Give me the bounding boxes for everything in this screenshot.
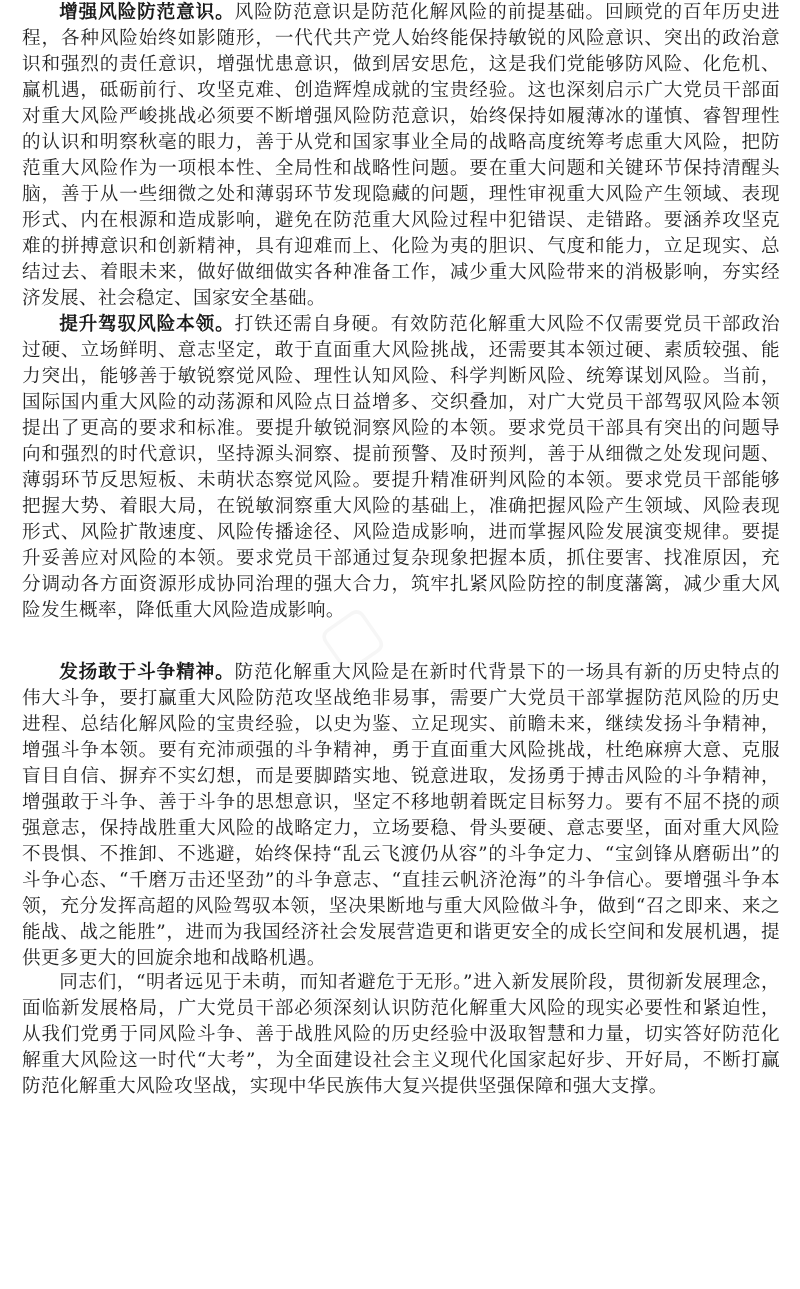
- paragraph-heading: 发扬敢于斗争精神。: [59, 662, 235, 683]
- paragraph-struggle-spirit: [22, 660, 780, 972]
- paragraph-risk-capability: [22, 312, 780, 624]
- paragraph-text: 风险防范意识是防范化解风险的前提基础。回顾党的百年历史进程，各种风险始终如影随形，一代代共产党人始终能保持敏锐的风险意识、突出的政治意识和强烈的责任意识，增强忧患意识，做到居安思危，这是我们党能够防风险、化危机、赢机遇，砥砺前行、攻坚克难、创造辉煌成就的宝贵经验。这也深刻启示广大党员干部面对重大风险严峻挑战必须要不断增强风险防范意识，始终保持如履薄冰的谨慎、睿智理性的认识和明察秋毫的眼力，善于从党和国家事业全局的战略高度统筹考虑重大风险，把防范重大风险作为一项根本性、全局性和战略性问题。要在重大问题和关键环节保持清醒头脑，善于从一些细微之处和薄弱环节发现隐藏的问题，理性审视重大风险产生领域、表现形式、内在根源和造成影响，避免在防范重大风险过程中犯错误、走错路。要涵养攻坚克难的拼搏意识和创新精神，具有迎难而上、化险为夷的胆识、气度和能力，立足现实、总结过去、着眼未来，做好做细做实各种准备工作，减少重大风险带来的消极影响，夯实经济发展、社会稳定、国家安全基础。: [22, 2, 780, 309]
- paragraph-text: 防范化解重大风险是在新时代背景下的一场具有新的历史特点的伟大斗争，要打赢重大风险防范攻坚战绝非易事，需要广大党员干部掌握防范风险的历史进程、总结化解风险的宝贵经验，以史为鉴、立足现实、前瞻未来，继续发扬斗争精神，增强斗争本领。要有充沛顽强的斗争精神，勇于直面重大风险挑战，杜绝麻痹大意、克服盲目自信、摒弃不实幻想，而是要脚踏实地、锐意进取，发扬勇于搏击风险的斗争精神，增强敢于斗争、善于斗争的思想意识，坚定不移地朝着既定目标努力。要有不屈不挠的顽强意志，保持战胜重大风险的战略定力，立场要稳、骨头要硬、意志要坚，面对重大风险不畏惧、不推卸、不逃避，始终保持“乱云飞渡仍从容”的斗争定力、“宝剑锋从磨砺出”的斗争心态、“千磨万击还坚劲”的斗争意志、“直挂云帆济沧海”的斗争信心。要增强斗争本领，充分发挥高超的风险驾驭本领，坚决果断地与重大风险做斗争，做到“召之即来、来之能战、战之能胜”，进而为我国经济社会发展营造更和谐更安全的成长空间和发展机遇，提供更多更大的回旋余地和战略机遇。: [22, 662, 780, 969]
- paragraph-conclusion: [22, 970, 780, 1100]
- paragraph-heading: 增强风险防范意识。: [59, 2, 235, 23]
- paragraph-text: 同志们，“明者远见于未萌，而知者避危于无形。”进入新发展阶段，贯彻新发展理念，面临新发展格局，广大党员干部必须深刻认识防范化解重大风险的现实必要性和紧迫性，从我们党勇于同风险斗争、善于战胜风险的历史经验中汲取智慧和力量，切实答好防范化解重大风险这一时代“大考”，为全面建设社会主义现代化国家起好步、开好局，不断打赢防范化解重大风险攻坚战，实现中华民族伟大复兴提供坚强保障和强大支撑。: [22, 972, 780, 1097]
- paragraph-risk-awareness: [22, 0, 780, 312]
- paragraph-heading: 提升驾驭风险本领。: [59, 314, 235, 335]
- paragraph-text: 打铁还需自身硬。有效防范化解重大风险不仅需要党员干部政治过硬、立场鲜明、意志坚定，敢于直面重大风险挑战，还需要其本领过硬、素质较强、能力突出，能够善于敏锐察觉风险、理性认知风险、科学判断风险、统筹谋划风险。当前，国际国内重大风险的动荡源和风险点日益增多、交织叠加，对广大党员干部驾驭风险本领提出了更高的要求和标准。要提升敏锐洞察风险的本领。要求党员干部具有突出的问题导向和强烈的时代意识，坚持源头洞察、提前预警、及时预判，善于从细微之处发现问题、薄弱环节反思短板、未萌状态察觉风险。要提升精准研判风险的本领。要求党员干部能够把握大势、着眼大局，在锐敏洞察重大风险的基础上，准确把握风险产生领域、风险表现形式、风险扩散速度、风险传播途径、风险造成影响，进而掌握风险发展演变规律。要提升妥善应对风险的本领。要求党员干部通过复杂现象把握本质，抓住要害、找准原因，充分调动各方面资源形成协同治理的强大合力，筑牢扎紧风险防控的制度藩篱，减少重大风险发生概率，降低重大风险造成影响。: [22, 314, 780, 621]
